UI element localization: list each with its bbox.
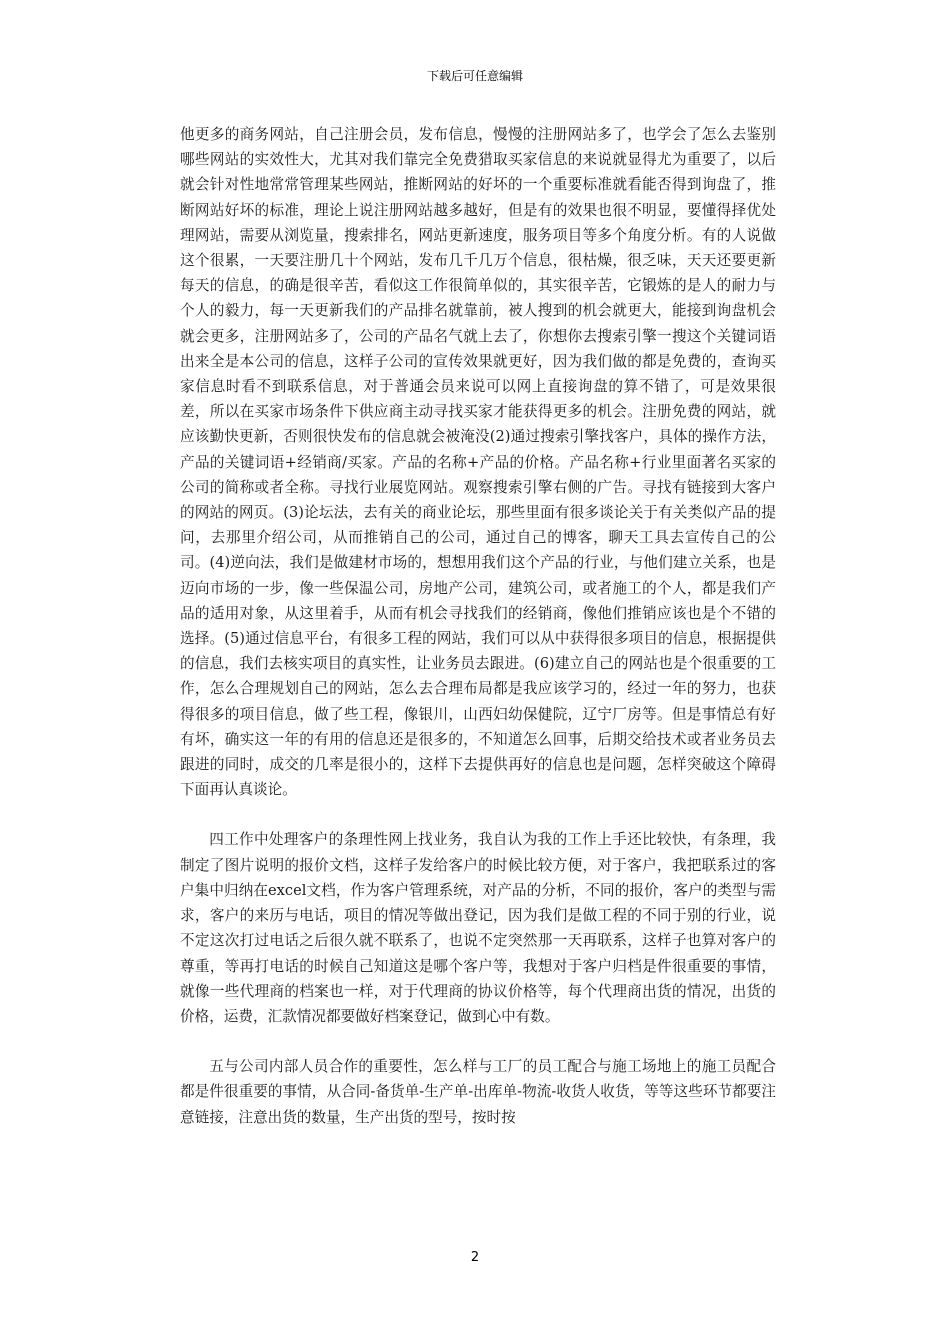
- page-header: 下载后可任意编辑: [426, 69, 523, 83]
- paragraph-1: 他更多的商务网站，自己注册会员，发布信息，慢慢的注册网站多了，也学会了怎么去鉴别哪些网站的实效性大，尤其对我们靠完全免费猎取买家信息的来说就显得尤为重要了，以后就会针对性地常常管理某些网站，推断网站的好坏的一个重要标准就看能否得到询盘了，推断网站好坏的标准，理论上说注册网站越多越好，但是有的效果也很不明显，要懂得择优处理网站，需要从浏览量，搜索排名，网站更新速度，服务项目等多个角度分析。有的人说做这个很累，一天要注册几十个网站，发布几千几万个信息，很枯燥，很乏味，天天还要更新每天的信息，的确是很辛苦，看似这工作很简单似的，其实很辛苦，它锻炼的是人的耐力与个人的毅力，每一天更新我们的产品排名就靠前，被人搜到的机会就更大，能接到询盘机会就会更多，注册网站多了，公司的产品名气就上去了，你想你去搜索引擎一搜这个关键词语出来全是本公司的信息，这样子公司的宣传效果就更好，因为我们做的都是免费的，查询买家信息时看不到联系信息，对于普通会员来说可以网上直接询盘的算不错了，可是效果很差，所以在买家市场条件下供应商主动寻找买家才能获得更多的机会。注册免费的网站，就应该勤快更新，否则很快发布的信息就会被淹没(2)通过搜索引擎找客户，具体的操作方法，产品的关键词语+经销商/买家。产品的名称+产品的价格。产品名称+行业里面著名买家的公司的简称或者全称。寻找行业展览网站。观察搜索引擎右侧的广告。寻找有链接到大客户的网站的网页。(3)论坛法，去有关的商业论坛，那些里面有很多谈论关于有关类似产品的提问，去那里介绍公司，从而推销自己的公司，通过自己的博客，聊天工具去宣传自己的公司。(4)逆向法，我们是做建材市场的，想想用我们这个产品的行业，与他们建立关系，也是迈向市场的一步，像一些保温公司，房地产公司，建筑公司，或者施工的个人，都是我们产品的适用对象，从这里着手，从而有机会寻找我们的经销商，像他们推销应该也是个不错的选择。(5)通过信息平台，有很多工程的网站，我们可以从中获得很多项目的信息，根据提供的信息，我们去核实项目的真实性，让业务员去跟进。(6)建立自己的网站也是个很重要的工作，怎么合理规划自己的网站，怎么去合理布局都是我应该学习的，经过一年的努力，也获得很多的项目信息，做了些工程，像银川，山西妇幼保健院，辽宁厂房等。但是事情总有好有坏，确实这一年的有用的信息还是很多的，不知道怎么回事，后期交给技术或者业务员去跟进的同时，成交的几率是很小的，这样下去提供再好的信息也是问题，怎样突破这个障碍下面再认真谈论。: [180, 126, 776, 799]
- paragraph-3: 五与公司内部人员合作的重要性，怎么样与工厂的员工配合与施工场地上的施工员配合都是件很重要的事情，从合同-备货单-生产单-出库单-物流-收货人收货，等等这些环节都要注意链接，注意出货的数量，生产出货的型号，按时按: [180, 1058, 776, 1126]
- page-number: 2: [470, 1250, 480, 1265]
- document-body: [180, 122, 776, 1130]
- paragraph-2: 四工作中处理客户的条理性网上找业务，我自认为我的工作上手还比较快，有条理，我制定了图片说明的报价文档，这样子发给客户的时候比较方便，对于客户，我把联系过的客户集中归纳在excel文档，作为客户管理系统，对产品的分析，不同的报价，客户的类型与需求，客户的来历与电话，项目的情况等做出登记，因为我们是做工程的不同于别的行业，说不定这次打过电话之后很久就不联系了，也说不定突然那一天再联系，这样子也算对客户的尊重，等再打电话的时候自己知道这是哪个客户等，我想对于客户归档是件很重要的事情，就像一些代理商的档案也一样，对于代理商的协议价格等，每个代理商出货的情况，出货的价格，运费，汇款情况都要做好档案登记，做到心中有数。: [180, 831, 776, 1025]
